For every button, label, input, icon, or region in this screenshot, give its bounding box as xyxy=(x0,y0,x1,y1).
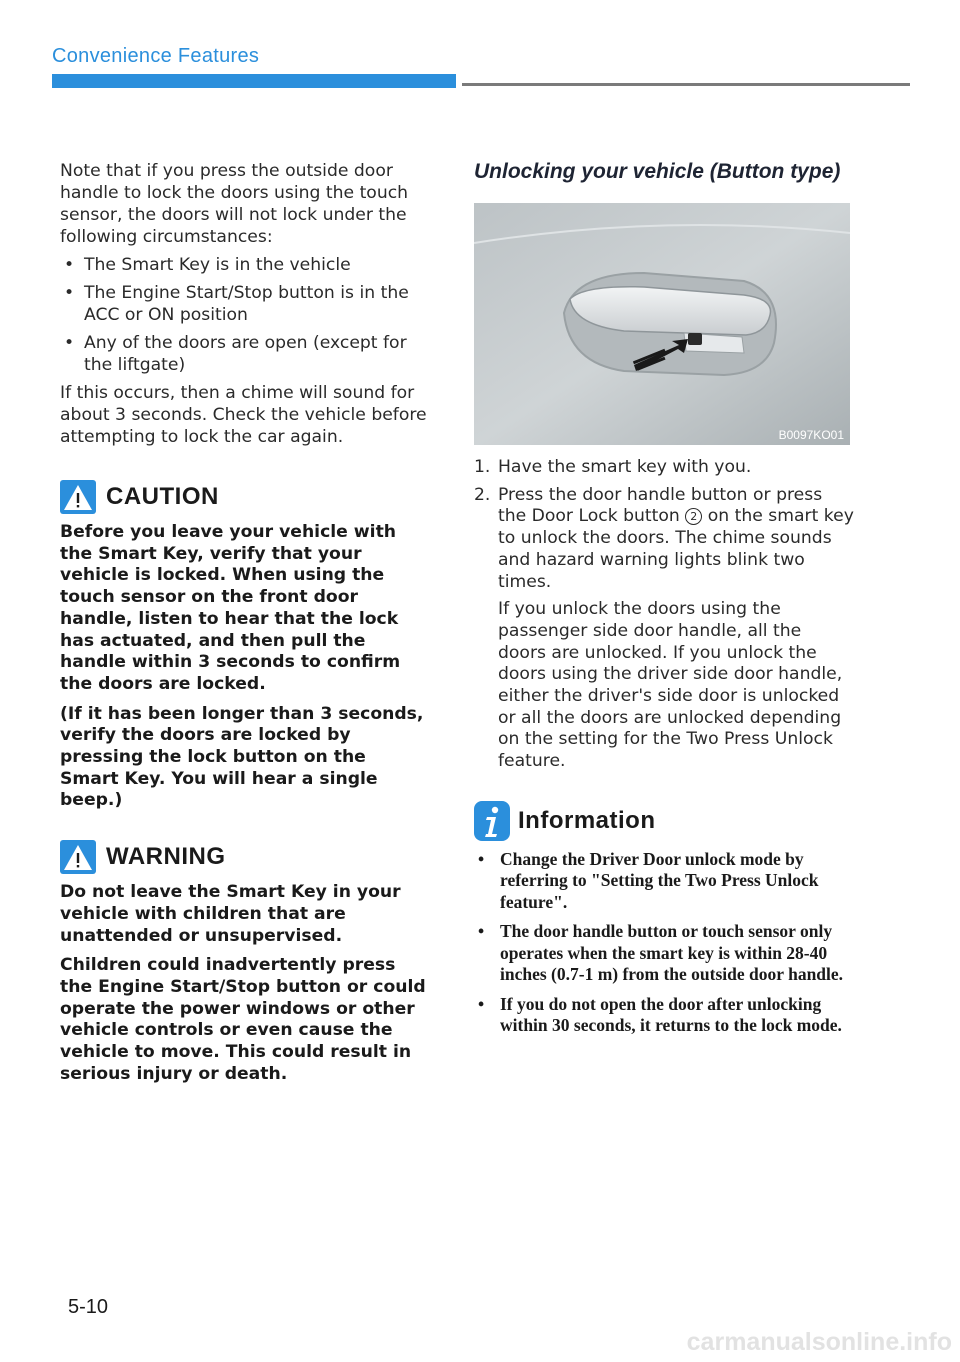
page-number: 5-10 xyxy=(68,1296,109,1318)
caution-text: (If it has been longer than 3 seconds, verify the doors are locked by pressing the lock button on the Smart Key. You will hear a single beep.) xyxy=(60,703,424,811)
watermark: carmanualsonline.info xyxy=(686,1328,952,1356)
list-item: • The Smart Key is in the vehicle xyxy=(64,255,351,275)
step-note: If you unlock the doors using the passenger side door handle, all the doors are unlocked. If you unlock the doors using the driver side door handle, either the driver's side door is unlocked or all the doors are unlocked depending on the setting for the Two Press Unlock feature. xyxy=(498,599,843,772)
after-paragraph: If this occurs, then a chime will sound for about 3 seconds. Check the vehicle before attempting to lock the car again. xyxy=(60,383,427,447)
warning-text: Do not leave the Smart Key in your vehicle with children that are unattended or unsupervised. xyxy=(60,882,401,946)
step-item: 1. Have the smart key with you. xyxy=(474,457,752,477)
warning-box xyxy=(60,840,430,1085)
information-box xyxy=(474,801,854,1037)
information-title: Information xyxy=(518,806,656,834)
list-item: • The door handle button or touch sensor only operates when the smart key is within 28-40 inches (0.7-1 m) from the outside door handle. xyxy=(478,921,844,985)
header-accent-bar xyxy=(52,74,456,88)
header-divider xyxy=(462,83,910,86)
list-item: • Change the Driver Door unlock mode by referring to "Setting the Two Press Unlock feature". xyxy=(478,848,819,912)
step-item: 2. Press the door handle button or press the Door Lock button 2 on the smart key to unlock the doors. The chime sounds and hazard warning lights blink two times. If you unlock the doors using the passenger side door handle, all the doors are unlocked. If you unlock the doors using the driver side door handle, either the driver's side door is unlocked or all the doors are unlocked depending on the setting for the Two Press Unlock feature. xyxy=(474,484,854,772)
warning-text: Children could inadvertently press the Engine Start/Stop button or could operate the power windows or other vehicle controls or even cause the vehicle to move. This could result in serious injury or death. xyxy=(60,955,426,1084)
section-title: Convenience Features xyxy=(52,45,260,67)
warning-triangle-icon xyxy=(60,480,96,514)
warning-triangle-icon xyxy=(60,840,96,874)
list-item: • Any of the doors are open (except for the liftgate) xyxy=(64,333,407,375)
caution-text: Before you leave your vehicle with the Smart Key, verify that your vehicle is locked. When using the touch sensor on the front door handle, listen to hear that the lock has actuated, and then pull the handle within 3 seconds to confirm the doors are locked. xyxy=(60,522,401,694)
door-handle-image xyxy=(474,203,850,445)
door-handle-illustration xyxy=(474,203,850,445)
subsection-title: Unlocking your vehicle (Button type) xyxy=(474,160,841,183)
intro-paragraph: Note that if you press the outside door handle to lock the doors using the touch sensor, the doors will not lock under the following circumstances: xyxy=(60,161,409,247)
circumstance-list xyxy=(60,254,430,376)
info-icon xyxy=(474,801,510,841)
unlock-steps xyxy=(474,457,854,773)
circled-number: 2 xyxy=(685,508,702,525)
caution-box xyxy=(60,480,430,812)
list-item: • If you do not open the door after unlocking within 30 seconds, it returns to the lock mode. xyxy=(478,993,842,1036)
warning-title: WARNING xyxy=(106,843,226,871)
list-item: • The Engine Start/Stop button is in the ACC or ON position xyxy=(64,283,409,325)
left-column xyxy=(60,160,430,1093)
caution-title: CAUTION xyxy=(106,483,219,510)
figure-code: B0097KO01 xyxy=(778,428,844,442)
right-column xyxy=(474,160,854,1045)
information-list xyxy=(474,849,854,1037)
